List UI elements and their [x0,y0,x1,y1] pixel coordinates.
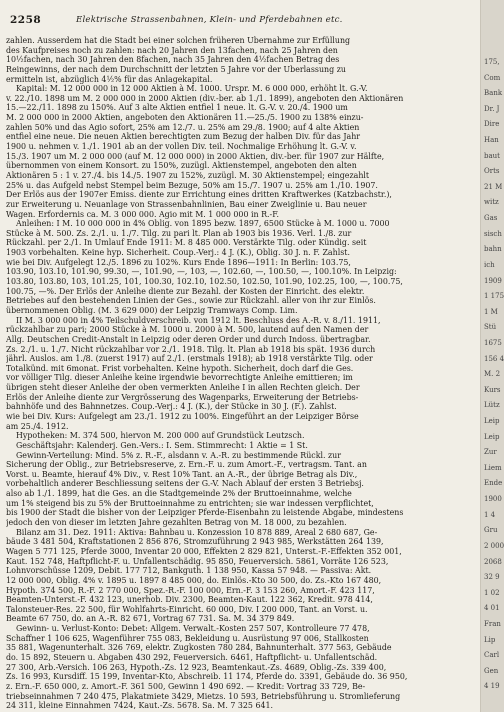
margin-fragment: baut [484,151,500,160]
text-line: Gewinn- u. Verlust-Konto: Debet: Allgem. Verwalt.-Kosten 257 507, Kontrolleure 77 478, [16,624,370,634]
margin-fragment: Dire [484,120,500,129]
margin-fragment: Han [484,136,499,145]
text-line: Wagen. Erfordernis ca. M. 3 000 000. Agio mit M. 1 000 000 in R.-F. [6,209,279,219]
text-line: Lohnvorschüsse 1209, Debit. 177 712, Bankguth. 1 138 950, Kassa 57 948. — Passiva: Akt. [6,566,372,576]
text-line: jährl. Auslos. am 1./8. (zuerst 1917) auf 2./1. (erstmals 1918); ab 1918 verstärkte Tilg. oder [6,354,373,364]
margin-fragment: 21 M [484,182,503,191]
text-line: Schaffner 1 106 625, Wagenführer 755 083, Bekleidung u. Ausrüstung 97 006, Stallkosten [6,633,369,643]
margin-fragment: 1909 [484,276,502,285]
text-line: am 25./4. 1912. [6,421,69,431]
text-line: do. 15 892, Steuern u. Abgaben 430 292, Feuerversich. 6461, Haftpflicht- u. Unfallentschäd. [6,653,378,662]
text-line: v. 22./10. 1898 um M. 2 000 000 in 2000 Aktien (div.-ber. ab 1./1. 1899), angeboten den Aktionären [6,93,404,103]
margin-fragment: 175, [484,58,500,66]
margin-fragment: M. 2 [484,370,501,379]
margin-fragment: 1675 [484,338,502,347]
text-line: z. Ern.-F. 650 000, z. Amort.-F. 361 500, Gewinn 1 490 692. — Kredit: Vortrag 33 729, Be- [6,681,366,691]
text-line: bis 1900 der Stadt die bisher von der Leipziger Pferde-Eisenbahn zu leistende Abgabe, mindestens [6,508,404,518]
text-line: bäude 3 481 504, Kraftstationen 2 856 876, Stromzuführung 2 943 985, Werkstätten 264 139, [6,537,384,547]
text-line: triebseinnahmen 7 240 475, Plakatmiete 3429, Mietzs. 10 593, Betriebsführung u. Stromlieferung [6,691,401,701]
text-line: Hypotheken: M. 374 500, hiervon M. 200 000 auf Grundstück Leutzsch. [16,431,305,441]
margin-fragment: sisch [484,229,502,238]
text-line: übernommen von einem Konsort. zu 150%, zuzügl. Aktienstempel, angeboten den alten [6,161,357,171]
text-line: 24 311, kleine Einnahmen 7424, Kaut.-Zs. 5678. Sa. M. 7 325 641. [6,701,274,711]
text-line: Kaut. 152 748, Haftpflicht-F. u. Unfallentschädig. 95 850, Feuerversich. 5861, Vorräte 126 523, [6,556,389,566]
text-line: Gewinn-Verteilung: Mind. 5% z. R.-F., alsdann v. A.-R. zu bestimmende Rückl. zur [16,450,342,460]
text-line: Reingewinns, der nach dem Durchschnitt der letzten 5 Jahre vor der Überlassung zu [6,64,346,74]
text-line: Beamte 67 750, do. an A.-R. 82 671, Vortrag 67 731. Sa. M. 34 379 849. [6,614,295,624]
margin-fragment: Lip [484,635,496,644]
margin-fragment: ich [484,260,495,269]
text-line: 1900 u. nehmen v. 1./1. 1901 ab an der vollen Div. teil. Nochmalige Erhöhung lt. G.-V. v. [6,142,357,152]
adjacent-page-edge [480,0,504,712]
text-line: des Kaufpreises noch zu zahlen: nach 20 Jahren den 13fachen, nach 25 Jahren den [6,45,338,55]
margin-fragment: 1 M [484,307,498,316]
text-line: entfiel eine neue. Die neuen Aktien berechtigten zum Bezug der halben Div. für das Jahr [6,132,361,142]
text-line: um 1% steigend bis zu 5% der Bruttoeinnahme zu entrichten; sie war indessen verpflichtet, [6,498,374,508]
text-line: Zs. 2./1. u. 1./7. Nicht rückzahlbar vor 2./1. 1918. Tilg. lt. Plan ab 1918 bis spät. 1936 durch [6,344,376,354]
text-line: Sicherung der Oblig., zur Betriebsreserve, z. Ern.-F. u. zum Amort.-F., vertragsm. Tant. an [6,460,367,470]
text-line: 25% u. das Aufgeld nebst Stempel beim Bezuge, 50% am 15./7. 1907 u. 25% am 1./10. 1907. [6,180,378,190]
text-line: Rückzahl. per 2./1. In Umlauf Ende 1911: M. 8 485 000. Verstärkte Tilg. oder Kündig. seit [6,238,367,248]
article-body [6,36,472,711]
margin-fragment: 1 02 [484,588,500,597]
margin-fragment: Kurs [484,385,501,394]
margin-fragment: Dr. J [484,104,500,113]
text-line: Bilanz am 31. Dez. 1911: Aktiva: Bahnbau u. Konzession 10 878 889, Areal 2 680 687, Ge- [16,527,378,537]
page-number: 2258 [10,14,42,26]
text-line: Totalkünd. mit 6monat. Frist vorbehalten. Keine hypoth. Sicherheit, doch darf die Ges. [6,363,354,373]
text-line: 100.75, —%. Der Erlös der Anleihe diente zur Bezahl. der Kosten der Einricht. des elektr. [6,286,365,296]
text-line: Hypoth. 374 500, R.-F. 2 770 000, Spez.-R.-F. 100 000, Ern.-F. 3 153 260, Amort.-F. 423 117, [6,585,375,595]
text-line: Erlös der Anleihe diente zur Vergrösserung des Wagenparks, Erweiterung der Betriebs- [6,392,359,402]
margin-fragment: Orts [484,167,500,176]
margin-fragment: 2 000 [484,541,504,550]
margin-fragment: 1 4 [484,510,496,519]
margin-fragment: 1 175 [484,292,504,301]
text-line: 103.80, 103.80, 103, 101.25, 101, 100.30, 102.10, 102.50, 102.50, 101.90, 102.25, 100, —, 100.75, [6,277,403,287]
margin-fragment: 1900 [484,495,502,504]
text-line: Beamten-Unterst.-F. 432 123, unerhob. Div. 2300, Beamten-Kaut. 122 362, Kredit. 978 414, [6,595,373,605]
text-line: vor völliger Tilg. dieser Anleihe keine irgendwie bevorrechtigte Anleihe emittieren; im [6,373,353,383]
text-line: übrigen steht dieser Anleihe der oben vermerkten Anleihe I in allen Rechten gleich. Der [6,383,360,393]
text-line: zahlen 50% und das Agio sofort, 25% am 12./7. u. 25% am 29./8. 1900; auf 4 alte Aktien [6,122,360,132]
margin-fragment: bahn [484,245,502,254]
margin-fragment: Gen [484,666,499,675]
text-line: ermitteln ist, abzüglich 4½% für das Anlagekapital. [6,74,213,84]
margin-fragment: Carl [484,651,500,660]
text-line: Wagen 5 771 125, Pferde 3000, Inventar 20 000, Effekten 2 829 821, Unterst.-F.-Effekten 352 001, [6,546,402,556]
text-line: 12 000 000, Oblig. 4% v. 1895 u. 1897 8 485 000, do. Einlös.-Kto 30 500, do. Zs.-Kto 167 480, [6,575,382,585]
margin-fragment: Lütz [484,401,500,410]
text-line: Aktionären 5 : 1 v. 27./4. bis 14./5. 1907 zu 152%, zuzügl. M. 30 Aktienstempel; eingezahlt [6,170,370,180]
text-line: Anleihen: I M. 10 000 000 in 4% Oblig. von 1895 bezw. 1897, 6500 Stücke à M. 1000 u. 7000 [16,219,390,229]
margin-fragment: Ende [484,479,503,488]
text-line: jedoch den von dieser im letzten Jahre gezahlten Betrag von M. 18 000, zu bezahlen. [6,518,347,528]
text-line: zahlen. Ausserdem hat die Stadt bei einer solchen früheren Übernahme zur Erfüllung [6,36,351,45]
text-line: übernommenen Oblig. (M. 3 629 000) der Leipzig Tramways Comp. Lim. [6,305,298,315]
margin-fragment: 2068 [484,557,502,566]
text-line: Geschäftsjahr: Kalenderj. Gen.-Vers.: I. Sem. Stimmrecht: 1 Aktie = 1 St. [16,440,308,450]
text-line: II M. 3 000 000 in 4% Teilschuldverschreib. von 1912 lt. Beschluss des A.-R. v. 8./11. 1911, [16,315,381,325]
text-line: Vorst. u. Beamte, hierauf 4% Div., v. Rest 10% Tant. an A.-R., der übrige Betrag als Div., [6,469,358,479]
page-header [6,14,476,26]
margin-fragment: 4 01 [484,604,500,613]
text-line: wie bei Div. Kurs: Aufgelegt am 23./1. 1912 zu 100%. Eingeführt an der Leipziger Börse [6,411,359,421]
margin-fragment: Zur [484,448,497,457]
text-line: Der Erlös aus der 1907er Emiss. diente zur Errichtung eines dritten Kraftwerkes (Katzbachstr.), [6,190,392,200]
text-line: vorbehaltlich anderer Beschliessung seitens der G.-V. Nach Ablauf der ersten 3 Betriebsj. [6,479,364,489]
margin-fragment: Gru [484,526,498,535]
text-line: wie bei Div. Aufgelegt 12./5. 1896 zu 102%. Kurs Ende 1896—1911: In Berlin: 103.75, [6,257,351,267]
text-line: Allg. Deutschen Credit-Anstalt in Leipzig oder deren Order und durch Indoss. übertragbar. [6,334,371,344]
margin-fragment: Liem [484,463,502,472]
margin-fragment: 32 9 [484,573,500,582]
text-line: Betriebes auf den bestehenden Linien der Ges., sowie zur Rückzahl. aller von ihr zur Einlös. [6,296,376,306]
text-line: 103.90, 103.10, 101.90, 99.30, —, 101.90, —, 103, —, 102.60, —, 100.50, —, 100.10%. In Leipzig: [6,267,397,277]
text-line: 15.—22./11. 1898 zu 150%. Auf 3 alte Aktien entfiel 1 neue. lt. G.-V. v. 20./4. 1900 um [6,103,348,113]
margin-fragment: Bank [484,89,503,98]
margin-fragment: witz [484,198,499,207]
margin-fragment: 156 4 [484,354,504,363]
running-title: Elektrische Strassenbahnen, Klein- und Pferdebahnen etc. [76,15,343,25]
text-line: 10½fachen, nach 30 Jahren den 8fachen, nach 35 Jahren den 4½fachen Betrag des [6,55,340,65]
text-line: 15./3. 1907 um M. 2 000 000 (auf M. 12 000 000) in 2000 Aktien, div.-ber. für 1907 zur Hälfte, [6,151,385,161]
margin-fragment: Com [484,73,501,82]
text-line: Stücke à M. 500. Zs. 2./1. u. 1./7. Tilg. zu pari lt. Plan ab 1903 bis 1936. Verl. 1./8. zur [6,228,352,238]
text-line: zur Erweiterung u. Neuanlage von Strassenbahnlinien, Bau einer Zweiglinie u. Bau neuer [6,199,367,209]
text-line: 35 881, Wagenunterhalt. 326 769, elektr. Zugkosten 780 284, Bahnunterhalt. 377 563, Gebäude [6,643,392,653]
text-line: 27 300, Arb.-Versich. 106 263, Hypoth.-Zs. 12 923, Beamtenkaut.-Zs. 4689, Oblig.-Zs. 339 400, [6,662,387,672]
text-line: also ab 1./1. 1899, hat die Ges. an die Stadtgemeinde 2% der Bruttoeinnahme, welche [6,489,352,499]
margin-fragment: Stü [484,323,497,332]
margin-fragment: Leip [484,417,500,426]
text-line: 1903 vorbehalten. Keine hyp. Sicherheit. Coup.-Verj.: 4 J. (K.), Oblig. 30 J. n. F. Zahlst. [6,248,350,258]
text-line: M. 2 000 000 in 2000 Aktien, angeboten den Aktionären 11.—25./5. 1900 zu 138% einzu- [6,113,364,123]
text-line: Kapital: M. 12 000 000 in 12 000 Aktien à M. 1000. Urspr. M. 6 000 000, erhöht lt. G.-V. [16,84,368,94]
text-line: Talonsteuer-Res. 22 500, für Wohlfahrts-Einricht. 60 000, Div. I 200 000, Tant. an Vorst. u. [6,604,368,614]
margin-fragment: 4 19 [484,682,500,691]
text-line: bahnhöfe und des Bahnnetzes. Coup.-Verj.: 4 J. (K.), der Stücke in 30 J. (F.). Zahlst. [6,402,337,412]
text-line: Zs. 16 993, Kursdiff. 15 199, Inventar-Kto, Abschreib. 11 174, Pferde do. 3391, Gebäude do. 36 950, [6,672,408,682]
margin-fragment: Leip [484,432,500,441]
text-line: rückzahlbar zu pari; 2000 Stücke à M. 1000 u. 2000 à M. 500, lautend auf den Namen der [6,325,369,335]
margin-fragment: Fran [484,619,501,628]
margin-fragment: Gas [484,214,498,223]
